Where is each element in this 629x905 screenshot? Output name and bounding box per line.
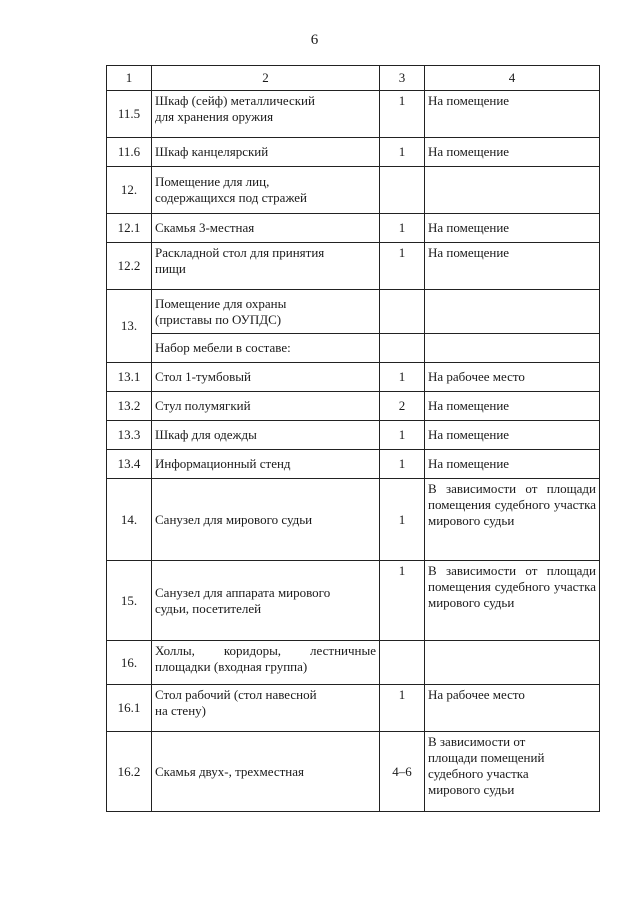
- row-number: 15.: [107, 561, 152, 641]
- row-quantity: [380, 641, 425, 685]
- row-quantity: [380, 290, 425, 334]
- row-quantity: 1: [380, 421, 425, 450]
- row-name: [152, 167, 380, 214]
- row-number: 13.2: [107, 392, 152, 421]
- table-row: [107, 479, 600, 561]
- table-row: [107, 214, 600, 243]
- table-row: [107, 91, 600, 138]
- row-quantity: [380, 167, 425, 214]
- row-number: 11.5: [107, 91, 152, 138]
- row-quantity: 1: [380, 685, 425, 732]
- row-note: На помещение: [425, 214, 600, 243]
- row-number: 11.6: [107, 138, 152, 167]
- table-row: [107, 561, 600, 641]
- row-note: [425, 334, 600, 363]
- row-note-line: площади помещений: [428, 750, 545, 765]
- table-header-row: [107, 66, 600, 91]
- row-number: 16.1: [107, 685, 152, 732]
- row-name-line: пищи: [155, 261, 186, 276]
- table-row: [107, 334, 600, 363]
- row-name: Информационный стенд: [152, 450, 380, 479]
- row-name: Скамья двух-, трехместная: [152, 732, 380, 812]
- row-quantity: 1: [380, 138, 425, 167]
- table-row: [107, 421, 600, 450]
- row-number: 13.1: [107, 363, 152, 392]
- row-name: Санузел для мирового судьи: [152, 479, 380, 561]
- row-number: 12.: [107, 167, 152, 214]
- row-name-line: на стену): [155, 703, 206, 718]
- row-note-line: судебного участка: [428, 766, 529, 781]
- row-quantity: 1: [380, 214, 425, 243]
- row-name: Холлы, коридоры, лестничные площадки (входная группа): [152, 641, 380, 685]
- row-name: [152, 290, 380, 334]
- furniture-table: [106, 65, 600, 812]
- row-note: На помещение: [425, 450, 600, 479]
- row-quantity: 1: [380, 479, 425, 561]
- row-quantity: 4–6: [380, 732, 425, 812]
- row-quantity: 1: [380, 243, 425, 290]
- table-row: [107, 732, 600, 812]
- table-row: [107, 290, 600, 334]
- row-number: 13.4: [107, 450, 152, 479]
- row-note: [425, 167, 600, 214]
- row-note: [425, 290, 600, 334]
- row-name: Стол 1-тумбовый: [152, 363, 380, 392]
- row-name-line: Санузел для аппарата мирового: [155, 584, 331, 600]
- row-name-line: Раскладной стол для принятия: [155, 245, 325, 260]
- row-number: 13.: [107, 290, 152, 363]
- row-number: 13.3: [107, 421, 152, 450]
- table-row: [107, 167, 600, 214]
- row-name-line: Стол рабочий (стол навесной: [155, 687, 317, 702]
- row-name: [152, 561, 380, 641]
- row-note: В зависимости от площади помещения судебного участка мирового судьи: [425, 561, 600, 641]
- row-name: Стул полумягкий: [152, 392, 380, 421]
- row-note-line: В зависимости от: [428, 734, 526, 749]
- row-quantity: [380, 334, 425, 363]
- row-note: На помещение: [425, 421, 600, 450]
- row-name-line: Шкаф (сейф) металлический: [155, 93, 315, 108]
- row-name-line: содержащихся под стражей: [155, 190, 307, 205]
- row-quantity: 1: [380, 450, 425, 479]
- row-name-line: судьи, посетителей: [155, 600, 262, 616]
- row-quantity: 1: [380, 561, 425, 641]
- row-name-line: (приставы по ОУПДС): [155, 311, 282, 327]
- row-quantity: 1: [380, 363, 425, 392]
- row-note: [425, 732, 600, 812]
- row-quantity: 1: [380, 91, 425, 138]
- row-name: Шкаф канцелярский: [152, 138, 380, 167]
- page-number: 6: [310, 32, 319, 48]
- row-note: На помещение: [425, 91, 600, 138]
- table-row: [107, 641, 600, 685]
- row-note: На рабочее место: [425, 685, 600, 732]
- row-name: [152, 91, 380, 138]
- row-name: Набор мебели в составе:: [152, 334, 380, 363]
- row-number: 16.: [107, 641, 152, 685]
- row-name: Шкаф для одежды: [152, 421, 380, 450]
- row-number: 14.: [107, 479, 152, 561]
- table-row: [107, 685, 600, 732]
- row-note: В зависимости от площади помещения судебного участка мирового судьи: [425, 479, 600, 561]
- row-quantity: 2: [380, 392, 425, 421]
- row-number: 16.2: [107, 732, 152, 812]
- table-row: [107, 243, 600, 290]
- row-name: Скамья 3-местная: [152, 214, 380, 243]
- table-row: [107, 450, 600, 479]
- row-note-line: мирового судьи: [428, 782, 515, 797]
- row-note: На помещение: [425, 243, 600, 290]
- header-col-4: 4: [425, 66, 600, 91]
- header-col-3: 3: [380, 66, 425, 91]
- header-col-1: 1: [107, 66, 152, 91]
- row-note: [425, 641, 600, 685]
- row-number: 12.2: [107, 243, 152, 290]
- row-note: На рабочее место: [425, 363, 600, 392]
- row-name: [152, 685, 380, 732]
- header-col-2: 2: [152, 66, 380, 91]
- row-name: [152, 243, 380, 290]
- row-note: На помещение: [425, 392, 600, 421]
- table-row: [107, 392, 600, 421]
- row-name-line: для хранения оружия: [155, 109, 274, 124]
- row-number: 12.1: [107, 214, 152, 243]
- row-name-line: Помещение для лиц,: [155, 174, 270, 189]
- row-name-line: Помещение для охраны: [155, 295, 287, 311]
- table-row: [107, 138, 600, 167]
- row-note: На помещение: [425, 138, 600, 167]
- table-row: [107, 363, 600, 392]
